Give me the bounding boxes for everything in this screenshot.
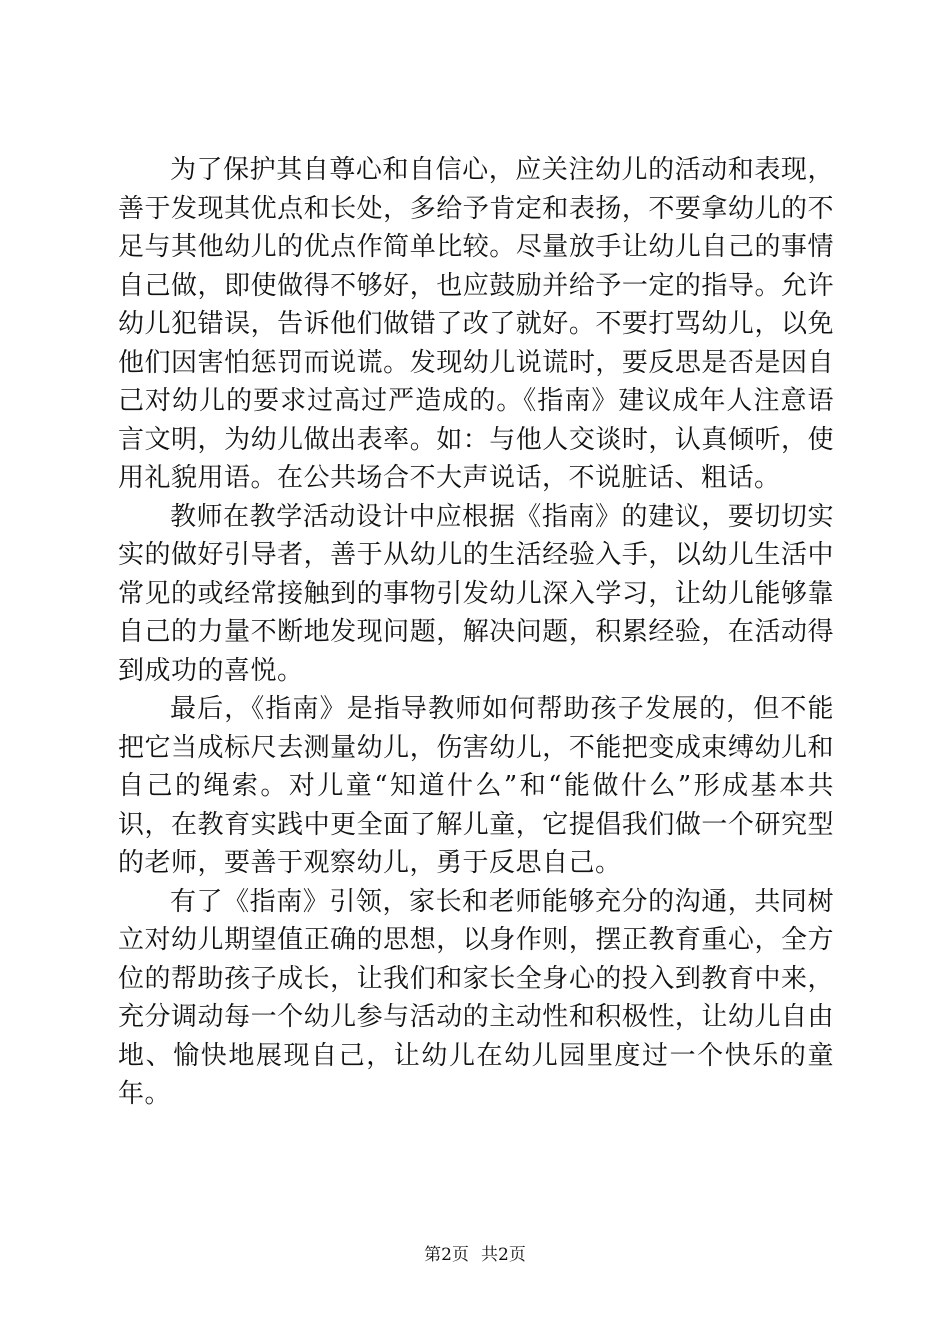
paragraph-4: 有了《指南》引领，家长和老师能够充分的沟通，共同树立对幼儿期望值正确的思想，以身作则，摆正教育重心，全方位的帮助孩子成长，让我们和家长全身心的投入到教育中来，充分调动每一个幼儿参与活动的主动性和积极性，让幼儿自由地、愉快地展现自己，让幼儿在幼儿园里度过一个快乐的童年。: [118, 886, 834, 1109]
paragraph-1: 为了保护其自尊心和自信心，应关注幼儿的活动和表现，善于发现其优点和长处，多给予肯定和表扬，不要拿幼儿的不足与其他幼儿的优点作简单比较。尽量放手让幼儿自己的事情自己做，即使做得不够好，也应鼓励并给予一定的指导。允许幼儿犯错误，告诉他们做错了改了就好。不要打骂幼儿，以免他们因害怕惩罚而说谎。发现幼儿说谎时，要反思是否是因自己对幼儿的要求过高过严造成的。《指南》建议成年人注意语言文明，为幼儿做出表率。如：与他人交谈时，认真倾听，使用礼貌用语。在公共场合不大声说话，不说脏话、粗话。: [118, 155, 834, 493]
page-footer: [0, 1244, 950, 1266]
paragraph-2: 教师在教学活动设计中应根据《指南》的建议，要切切实实的做好引导者，善于从幼儿的生活经验入手，以幼儿生活中常见的或经常接触到的事物引发幼儿深入学习，让幼儿能够靠自己的力量不断地发现问题，解决问题，积累经验，在活动得到成功的喜悦。: [118, 501, 834, 686]
page-total: 共2页: [481, 1245, 526, 1265]
paragraph-3: 最后，《指南》是指导教师如何帮助孩子发展的，但不能把它当成标尺去测量幼儿，伤害幼儿，不能把变成束缚幼儿和自己的绳索。对儿童“知道什么”和“能做什么”形成基本共识，在教育实践中更全面了解儿童，它提倡我们做一个研究型的老师，要善于观察幼儿，勇于反思自己。: [118, 694, 834, 878]
document-body: [118, 151, 834, 1114]
page-number: 第2页: [424, 1245, 469, 1265]
